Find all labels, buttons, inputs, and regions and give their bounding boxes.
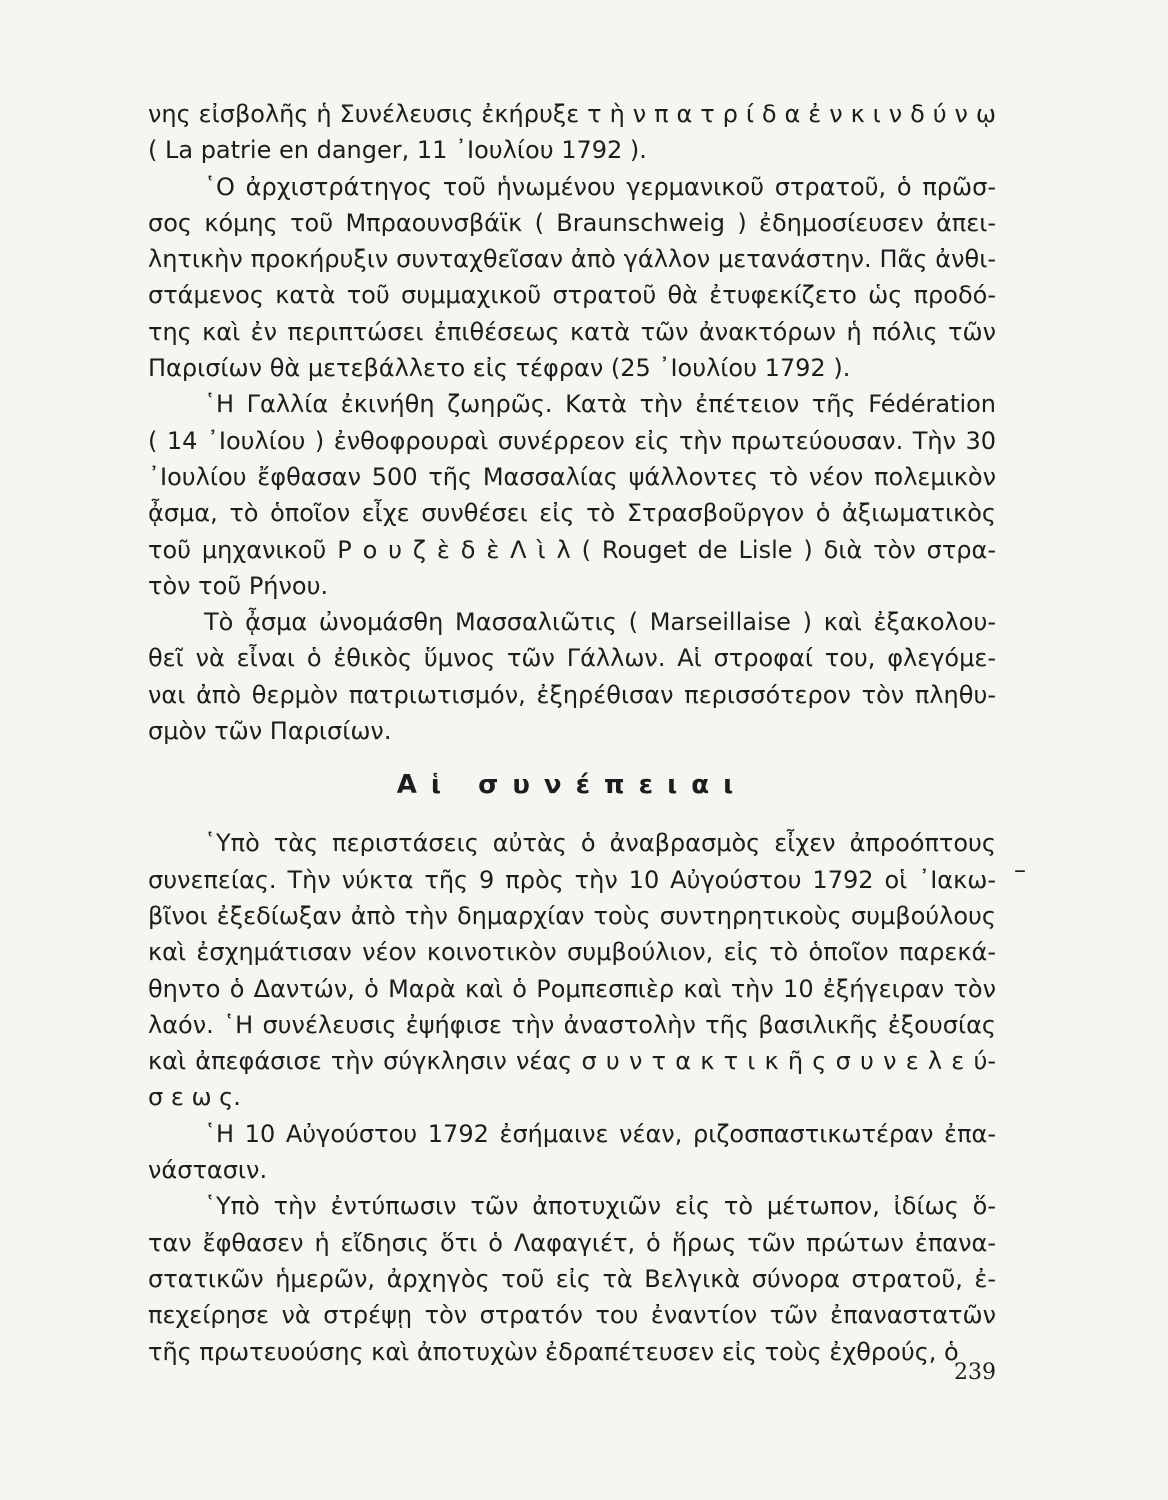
page-body bbox=[148, 96, 996, 1370]
text-line: θεῖ νὰ εἶναι ὁ ἐθικὸς ὕμνος τῶν Γάλλων. Αἱ στροφαί του, φλεγόμε- bbox=[148, 644, 996, 673]
paragraph-p5 bbox=[148, 825, 996, 1115]
text-line: Τὸ ᾆσμα ὠνομάσθη Μασσαλιῶτις ( Marseillaise ) καὶ ἐξακολου- bbox=[204, 608, 996, 637]
text-line: ᾆσμα, τὸ ὁποῖον εἶχε συνθέσει εἰς τὸ Στρασβοῦργον ὁ ἀξιωματικὸς bbox=[148, 499, 996, 528]
text-line: νης εἰσβολῆς ἡ Συνέλευσις ἐκήρυξε τ ὴ ν π α τ ρ ί δ α ἐ ν κ ι ν δ ύ ν ῳ bbox=[148, 100, 996, 128]
text-line: ῾Υπὸ τὴν ἐντύπωσιν τῶν ἀποτυχιῶν εἰς τὸ μέτωπον, ἰδίως ὅ- bbox=[204, 1192, 996, 1221]
section-after-heading bbox=[148, 825, 996, 1369]
text-line: στατικῶν ἡμερῶν, ἀρχηγὸς τοῦ εἰς τὰ Βελγικὰ σύνορα στρατοῦ, ἐ- bbox=[148, 1264, 996, 1293]
text-line: τὸν τοῦ Ρήνου. bbox=[148, 571, 329, 600]
paragraph-p7 bbox=[148, 1188, 996, 1369]
text-line: συνεπείας. Τὴν νύκτα τῆς 9 πρὸς τὴν 10 Αὐγούστου 1792 οἱ ᾿Ιακω- bbox=[148, 865, 996, 894]
paragraph-p4 bbox=[148, 604, 996, 749]
paragraph-p6 bbox=[148, 1116, 996, 1189]
text-line: θηντο ὁ Δαντών, ὁ Μαρὰ καὶ ὁ Ρομπεσπιὲρ καὶ τὴν 10 ἐξήγειραν τὸν bbox=[148, 974, 996, 1003]
paragraph-p1 bbox=[148, 96, 996, 169]
text-line: λητικὴν προκήρυξιν συνταχθεῖσαν ἀπὸ γάλλον μετανάστην. Πᾶς ἀνθι- bbox=[148, 245, 996, 274]
margin-mark: – bbox=[1014, 856, 1026, 884]
text-line: της καὶ ἐν περιπτώσει ἐπιθέσεως κατὰ τῶν ἀνακτόρων ἡ πόλις τῶν bbox=[148, 317, 996, 346]
paragraph-p3 bbox=[148, 386, 996, 604]
text-line: καὶ ἀπεφάσισε τὴν σύγκλησιν νέας σ υ ν τ α κ τ ι κ ῆ ς σ υ ν ε λ ε ύ- bbox=[148, 1047, 996, 1076]
text-line: ῾Υπὸ τὰς περιστάσεις αὐτὰς ὁ ἀναβρασμὸς εἶχεν ἀπροόπτους bbox=[204, 829, 996, 858]
text-line: Παρισίων θὰ μετεβάλλετο εἰς τέφραν (25 ᾿Ιουλίου 1792 ). bbox=[148, 354, 851, 383]
text-line: σ ε ω ς. bbox=[148, 1083, 241, 1112]
paragraph-p2 bbox=[148, 169, 996, 387]
text-line: νάστασιν. bbox=[148, 1156, 268, 1185]
text-line: τῆς πρωτευούσης καὶ ἀποτυχὼν ἐδραπέτευσεν εἰς τοὺς ἐχθρούς, ὁ bbox=[148, 1337, 959, 1366]
text-line: ᾿Ιουλίου ἔφθασαν 500 τῆς Μασσαλίας ψάλλοντες τὸ νέον πολεμικὸν bbox=[148, 462, 996, 491]
text-line: σος κόμης τοῦ Μπραουνσβάϊκ ( Braunschweig ) ἐδημοσίευσεν ἀπει- bbox=[148, 208, 996, 237]
text-line: ( 14 ᾿Ιουλίου ) ἐνθοφρουραὶ συνέρρεον εἰς τὴν πρωτεύουσαν. Τὴν 30 bbox=[148, 426, 996, 455]
text-line: λαόν. ῾Η συνέλευσις ἐψήφισε τὴν ἀναστολὴν τῆς βασιλικῆς ἐξουσίας bbox=[148, 1010, 996, 1039]
text-line: ναι ἀπὸ θερμὸν πατριωτισμόν, ἐξηρέθισαν περισσότερον τὸν πληθυ- bbox=[148, 680, 996, 709]
text-line: καὶ ἐσχημάτισαν νέον κοινοτικὸν συμβούλιον, εἰς τὸ ὁποῖον παρεκά- bbox=[148, 938, 996, 967]
text-line: ῾Ο ἀρχιστράτηγος τοῦ ἡνωμένου γερμανικοῦ στρατοῦ, ὁ πρῶσ- bbox=[204, 172, 996, 201]
text-line: ( La patrie en danger, 11 ᾿Ιουλίου 1792 ). bbox=[148, 136, 647, 165]
text-line: σμὸν τῶν Παρισίων. bbox=[148, 717, 392, 746]
text-line: βῖνοι ἐξεδίωξαν ἀπὸ τὴν δημαρχίαν τοὺς συντηρητικοὺς συμβούλους bbox=[148, 901, 996, 930]
text-line: ταν ἔφθασεν ἡ εἴδησις ὅτι ὁ Λαφαγιέτ, ὁ ἥρως τῶν πρώτων ἐπανα- bbox=[148, 1228, 996, 1257]
section-heading: Αἱ συνέπειαι bbox=[396, 770, 748, 801]
text-line: πεχείρησε νὰ στρέψῃ τὸν στρατόν του ἐναντίον τῶν ἐπαναστατῶν bbox=[148, 1301, 996, 1330]
text-line: τοῦ μηχανικοῦ Ρ ο υ ζ ὲ δ ὲ Λ ὶ λ ( Rouget de Lisle ) διὰ τὸν στρα- bbox=[148, 535, 996, 564]
text-line: στάμενος κατὰ τοῦ συμμαχικοῦ στρατοῦ θὰ ἐτυφεκίζετο ὡς προδό- bbox=[148, 281, 996, 310]
page-number: 239 bbox=[954, 1360, 996, 1385]
section-before-heading bbox=[148, 96, 996, 749]
text-line: ῾Η Γαλλία ἐκινήθη ζωηρῶς. Κατὰ τὴν ἐπέτειον τῆς Fédération bbox=[204, 390, 996, 419]
text-line: ῾Η 10 Αὐγούστου 1792 ἐσήμαινε νέαν, ριζοσπαστικωτέραν ἐπα- bbox=[204, 1119, 996, 1148]
